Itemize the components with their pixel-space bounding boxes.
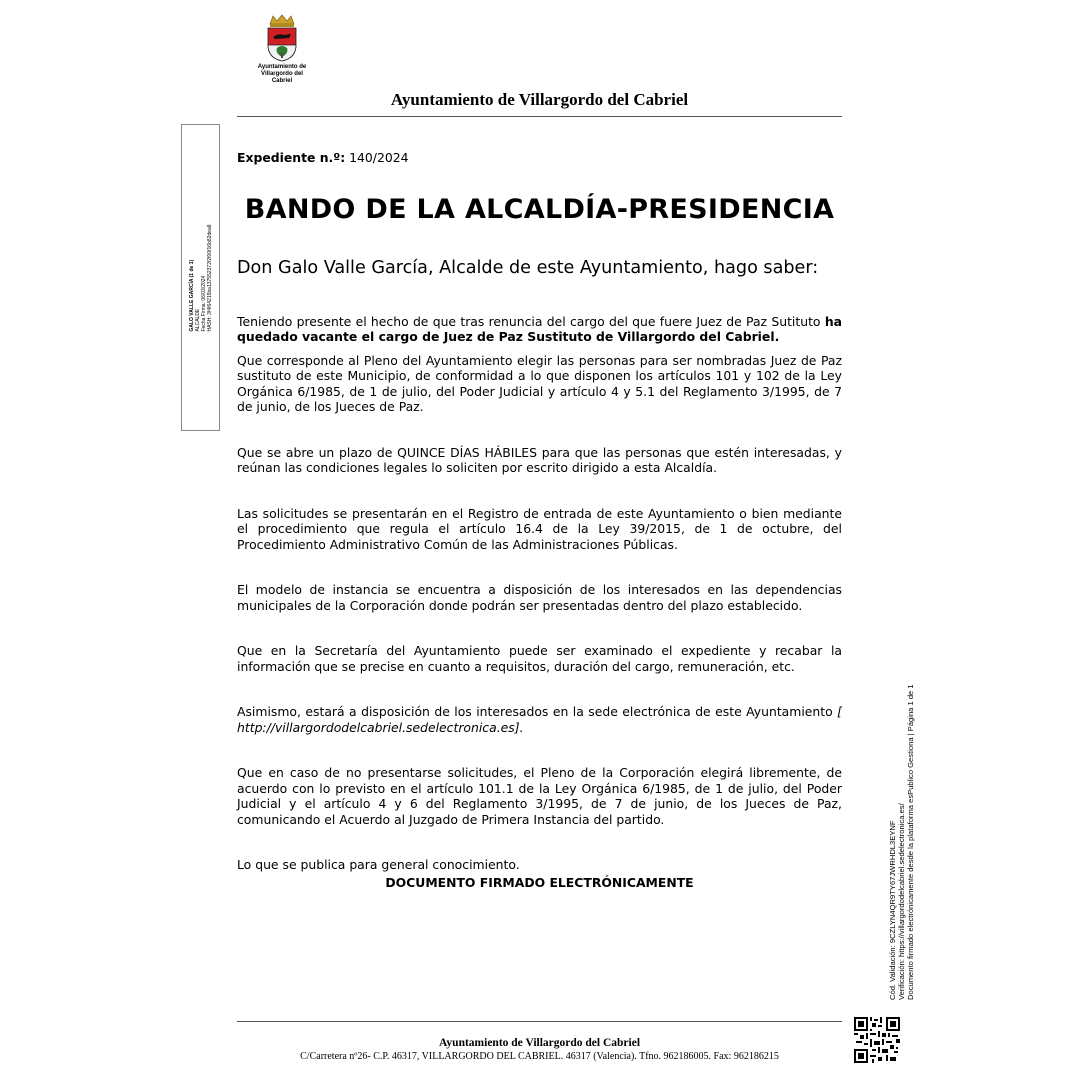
footer-name: Ayuntamiento de Villargordo del Cabriel [438,1037,641,1049]
paragraph-e-office [237,704,842,735]
validation-code: Cód. Validación: 9CZLYN4QR9TY67JWRHDL3EYNF [888,820,897,1000]
footer-divider [237,1021,842,1022]
paragraph-submission: Las solicitudes se presentarán en el Registro de entrada de este Ayuntamiento o bien mediante el procedimiento que regula el artículo 16.4 de la Ley 39/2015, de 1 de octubre, del Procedimiento Administrativo Común de las Administraciones Públicas. [237,505,842,552]
logo-caption-line1: Ayuntamiento de [257,64,307,70]
paragraph-e-office-text: Asimismo, estará a disposición de los interesados en la sede electrónica de este Ayuntamiento [237,704,838,719]
signature-hash: HASH: 3f4f64215ba137552372f2f00f16b82dea8 [206,223,213,332]
document-body [237,150,842,890]
signed-notice: DOCUMENTO FIRMADO ELECTRÓNICAMENTE [385,874,694,890]
paragraph-legal-basis: Que corresponde al Pleno del Ayuntamiento elegir las personas para ser nombradas Juez de Paz sustituto de este Municipio, de conformidad a lo que disponen los artículos 101 y 102 de la Ley Orgánica 6/1985, de 1 de julio, del Poder Judicial y artículo 4 y 5.1 del Reglamento 3/1995, de 7 de junio, de los Jueces de Paz. [237,352,842,414]
paragraph-vacancy-text: Teniendo presente el hecho de que tras renuncia del cargo del que fuere Juez de Paz Sutituto [237,313,825,329]
paragraph-vacancy [237,314,842,345]
expediente-label: Expediente n.º: [237,150,346,165]
coat-of-arms-icon [264,14,300,62]
qr-code-icon [854,1017,900,1063]
intro-paragraph: Don Galo Valle García, Alcalde de este Ayuntamiento, hago saber: [237,257,819,278]
e-office-link[interactable]: [ http://villargordodelcabriel.sedelectronica.es]. [237,704,842,735]
document-title: BANDO DE LA ALCALDÍA-PRESIDENCIA [244,193,835,225]
footer-address: C/Carretera nº26- C.P. 46317, VILLARGORDO DEL CABRIEL. 46317 (Valencia). Tfno. 962186005. Fax: 962186215 [300,1051,779,1062]
paragraph-vacancy-bold: ha quedado vacante el cargo de Juez de Paz Sustituto de Villargordo del Cabriel. [237,313,842,344]
paragraph-closing: Lo que se publica para general conocimiento. [237,857,520,872]
logo-caption-line2: Villargordo del Cabriel [261,71,303,84]
verification-url[interactable]: Verificación: https://villargordodelcabriel.sedelectronica.es/ [897,803,906,1000]
expediente-line [237,150,842,166]
paragraph-secretariat: Que en la Secretaría del Ayuntamiento puede ser examinado el expediente y recabar la información que se precise en cuanto a requisitos, duración del cargo, remuneración, etc. [237,643,842,674]
paragraph-form: El modelo de instancia se encuentra a disposición de los interesados en las dependencias municipales de la Corporación donde podrán ser presentadas dentro del plazo establecido. [237,582,842,613]
header-divider [237,116,842,117]
platform-notice: Documento firmado electrónicamente desde la plataforma esPublico Gestiona | Página 1 de 1 [906,684,915,1000]
signer-name: GALO VALLE GARCÍA (1 de 1) [188,259,195,332]
signature-date: Fecha Firma: 06/03/2024 [200,275,207,332]
expediente-number: 140/2024 [349,150,409,165]
footer [237,1037,842,1063]
signature-box [181,124,220,431]
municipal-coat-of-arms [252,14,312,85]
paragraph-no-applications: Que en caso de no presentarse solicitudes, el Pleno de la Corporación elegirá libremente, de acuerdo con lo previsto en el artículo 101.1 de la Ley Orgánica 6/1985, de 1 de julio, del Poder Judicial y el artículo 4 y 6 del Reglamento 3/1995, de 7 de junio, de los Jueces de Paz, comunicando el Acuerdo al Juzgado de Primera Instancia del partido. [237,765,842,827]
paragraph-deadline: Que se abre un plazo de QUINCE DÍAS HÁBILES para que las personas que estén interesadas, y reúnan las condiciones legales lo soliciten por escrito dirigido a esta Alcaldía. [237,444,842,475]
verification-text [888,684,915,1000]
header-title: Ayuntamiento de Villargordo del Cabriel [390,90,689,109]
signer-role: ALCALDE [194,308,201,332]
